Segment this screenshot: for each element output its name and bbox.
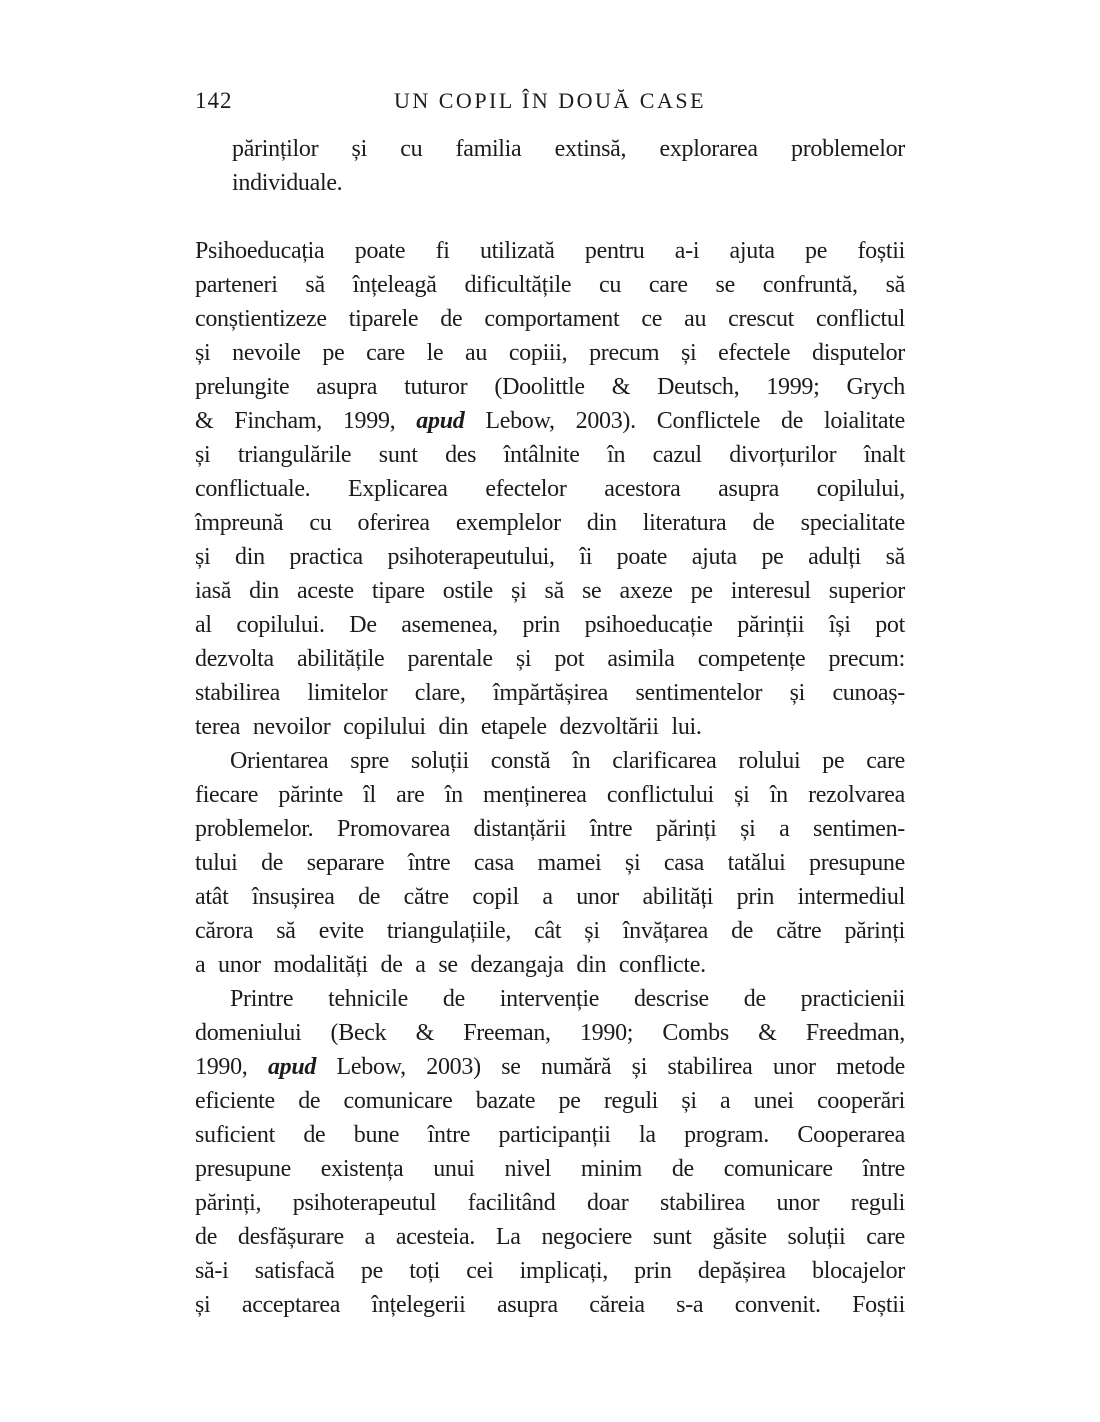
latin-term-apud: apud	[267, 1054, 317, 1080]
text-line	[195, 268, 905, 302]
text-segment: conștientizeze tiparele de comportament ce au crescut conflictul	[195, 306, 905, 332]
body-text	[195, 234, 905, 1322]
text-line	[195, 404, 905, 438]
text-line	[195, 880, 905, 914]
text-segment: împreună cu oferirea exemplelor din literatura de specialitate	[195, 510, 905, 536]
text-segment: domeniului (Beck & Freeman, 1990; Combs & Freedman,	[195, 1020, 905, 1046]
text-segment: și acceptarea înțelegerii asupra căreia s-a convenit. Foștii	[195, 1292, 905, 1318]
text-segment: părinților și cu familia extinsă, explorarea problemelor	[232, 136, 905, 162]
paragraph	[195, 234, 905, 744]
text-line	[195, 302, 905, 336]
text-segment: al copilului. De asemenea, prin psihoeducație părinții își pot	[195, 612, 905, 638]
text-segment: părinți, psihoterapeutul facilitând doar stabilirea unor reguli	[195, 1190, 905, 1216]
text-segment: prelungite asupra tuturor (Doolittle & Deutsch, 1999; Grych	[195, 374, 905, 400]
text-line	[195, 1186, 905, 1220]
text-segment: problemelor. Promovarea distanțării între părinți și a sentimen-	[195, 816, 905, 842]
text-line	[232, 166, 905, 200]
text-segment: și nevoile pe care le au copiii, precum și efectele disputelor	[195, 340, 905, 366]
text-segment: conflictuale. Explicarea efectelor acestora asupra copilului,	[195, 476, 905, 502]
text-segment: și triangulările sunt des întâlnite în cazul divorțurilor înalt	[195, 442, 905, 468]
text-segment: 1990,	[195, 1054, 268, 1080]
text-line	[195, 540, 905, 574]
page-number: 142	[195, 88, 233, 113]
text-line	[195, 812, 905, 846]
text-segment: iasă din aceste tipare ostile și să se axeze pe interesul superior	[195, 578, 905, 604]
text-line	[195, 472, 905, 506]
text-line	[195, 778, 905, 812]
text-segment: Psihoeducația poate fi utilizată pentru a-i ajuta pe foștii	[195, 238, 905, 264]
paragraph	[195, 982, 905, 1322]
text-line	[195, 438, 905, 472]
text-segment: fiecare părinte îl are în menținerea conflictului și în rezolvarea	[195, 782, 905, 808]
text-segment: dezvolta abilitățile parentale și pot asimila competențe precum:	[195, 646, 905, 672]
latin-term-apud: apud	[416, 408, 465, 434]
paragraph	[195, 744, 905, 982]
text-segment: Orientarea spre soluții constă în clarificarea rolului pe care	[230, 748, 905, 774]
text-segment: terea nevoilor copilului din etapele dezvoltării lui.	[195, 714, 702, 740]
text-line	[195, 1288, 905, 1322]
text-segment: să-i satisfacă pe toți cei implicați, prin depășirea blocajelor	[195, 1258, 905, 1284]
text-segment: stabilirea limitelor clare, împărtășirea sentimentelor și cunoaș-	[195, 680, 905, 706]
text-segment: eficiente de comunicare bazate pe reguli și a unei cooperări	[195, 1088, 905, 1114]
paragraph-continuation	[232, 132, 905, 200]
text-line	[195, 1152, 905, 1186]
text-line	[195, 608, 905, 642]
text-line	[195, 710, 905, 744]
text-line	[195, 1084, 905, 1118]
text-segment: suficient de bune între participanții la program. Cooperarea	[195, 1122, 905, 1148]
text-line	[195, 982, 905, 1016]
text-line	[195, 846, 905, 880]
text-segment: Lebow, 2003) se numără și stabilirea unor metode	[316, 1054, 906, 1080]
text-segment: tului de separare între casa mamei și casa tatălui presupune	[195, 850, 905, 876]
text-line	[195, 1220, 905, 1254]
text-line	[195, 676, 905, 710]
text-line	[195, 1050, 905, 1084]
text-segment: cărora să evite triangulațiile, cât și învățarea de către părinți	[195, 918, 905, 944]
text-line	[195, 642, 905, 676]
running-title: UN COPIL ÎN DOUĂ CASE	[393, 88, 707, 113]
text-line	[232, 132, 905, 166]
text-line	[195, 948, 905, 982]
text-segment: individuale.	[232, 170, 343, 196]
text-line	[195, 336, 905, 370]
text-line	[195, 1016, 905, 1050]
text-line	[195, 744, 905, 778]
text-segment: parteneri să înțeleagă dificultățile cu care se confruntă, să	[195, 272, 905, 298]
text-segment: și din practica psihoterapeutului, îi poate ajuta pe adulți să	[195, 544, 905, 570]
text-segment: presupune existența unui nivel minim de comunicare între	[195, 1156, 905, 1182]
text-line	[195, 234, 905, 268]
page-header	[195, 88, 905, 116]
text-segment: a unor modalități de a se dezangaja din conflicte.	[195, 952, 706, 978]
text-line	[195, 1118, 905, 1152]
text-line	[195, 506, 905, 540]
text-line	[195, 1254, 905, 1288]
text-line	[195, 914, 905, 948]
text-segment: de desfășurare a acesteia. La negociere sunt găsite soluții care	[195, 1224, 905, 1250]
text-line	[195, 574, 905, 608]
text-segment: Printre tehnicile de intervenție descrise de practicienii	[230, 986, 905, 1012]
text-segment: Lebow, 2003). Conflictele de loialitate	[464, 408, 905, 434]
text-segment: atât însușirea de către copil a unor abilități prin intermediul	[195, 884, 905, 910]
text-line	[195, 370, 905, 404]
text-segment: & Fincham, 1999,	[195, 408, 417, 434]
